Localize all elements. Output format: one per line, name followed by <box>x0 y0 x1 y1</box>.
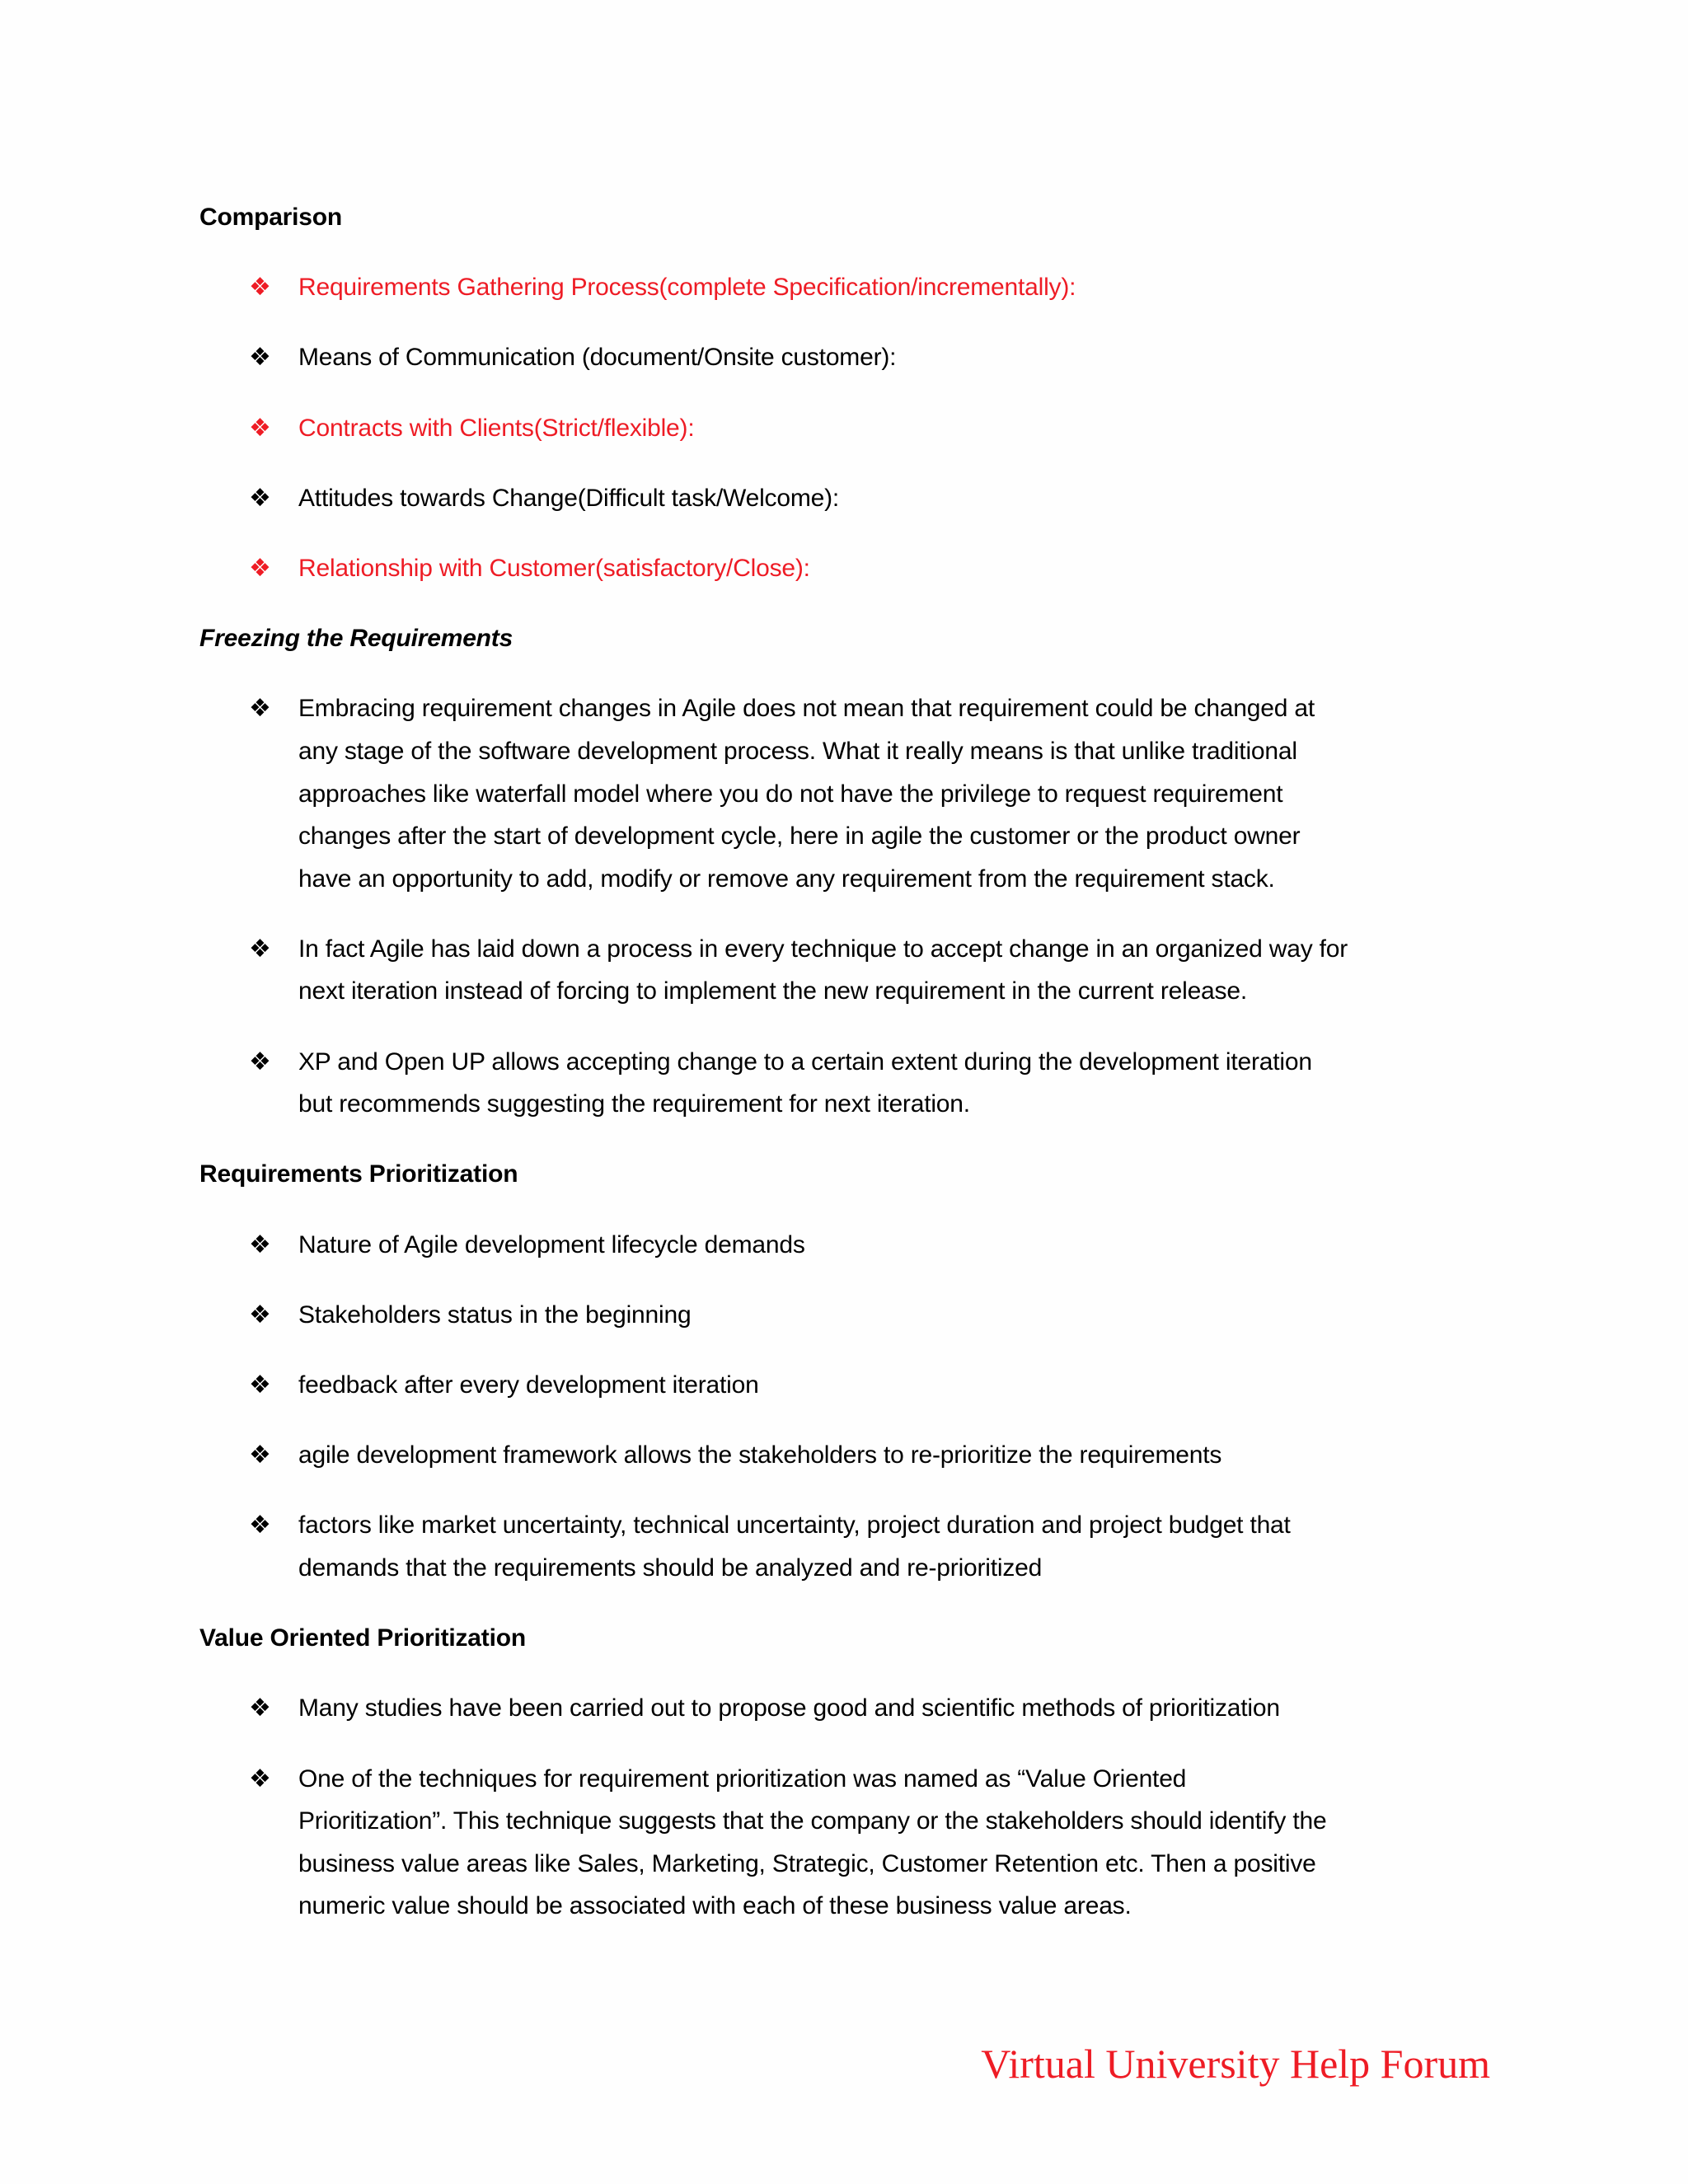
list-item-text-line: XP and Open UP allows accepting change to a certain extent during the development iteration <box>298 1047 1312 1076</box>
list-item-text-line: approaches like waterfall model where you do not have the privilege to request requirement <box>298 780 1283 808</box>
diamond-bullet-icon: ❖ <box>249 1371 271 1399</box>
list-item <box>199 547 1502 590</box>
list-item-text-line: demands that the requirements should be analyzed and re-prioritized <box>298 1554 1043 1582</box>
list-item <box>199 1294 1502 1337</box>
list-item-text-line: have an opportunity to add, modify or remove any requirement from the requirement stack. <box>298 865 1275 893</box>
list-item-text: Contracts with Clients(Strict/flexible): <box>298 414 695 442</box>
list-item <box>199 477 1502 520</box>
diamond-bullet-icon: ❖ <box>249 1230 271 1259</box>
diamond-bullet-icon: ❖ <box>249 934 271 963</box>
diamond-bullet-icon: ❖ <box>249 483 271 513</box>
diamond-bullet-icon: ❖ <box>249 1694 271 1723</box>
diamond-bullet-icon: ❖ <box>249 1441 271 1470</box>
list-item-text-line: but recommends suggesting the requirement for next iteration. <box>298 1090 970 1118</box>
section-heading-comparison: Comparison <box>199 204 343 231</box>
list-item-text-line: Stakeholders status in the beginning <box>298 1301 692 1329</box>
diamond-bullet-icon: ❖ <box>249 413 271 443</box>
list-item <box>199 1041 1502 1126</box>
list-item-text-line: Many studies have been carried out to propose good and scientific methods of prioritization <box>298 1694 1280 1722</box>
list-item <box>199 407 1502 450</box>
list-item-text-line: business value areas like Sales, Marketing, Strategic, Customer Retention etc. Then a positive <box>298 1849 1316 1877</box>
list-item-text-line: In fact Agile has laid down a process in every technique to accept change in an organized way for <box>298 935 1348 963</box>
diamond-bullet-icon: ❖ <box>249 1764 271 1793</box>
diamond-bullet-icon: ❖ <box>249 273 271 302</box>
document-body <box>199 196 1502 1956</box>
list-item-text-line: changes after the start of development cycle, here in agile the customer or the product owner <box>298 823 1301 851</box>
list-item <box>199 1504 1502 1589</box>
diamond-bullet-icon: ❖ <box>249 1300 271 1329</box>
list-item <box>199 336 1502 379</box>
diamond-bullet-icon: ❖ <box>249 1511 271 1540</box>
list-item-text-line: Nature of Agile development lifecycle demands <box>298 1230 805 1258</box>
list-item-text: Means of Communication (document/Onsite customer): <box>298 344 897 372</box>
comparison-list <box>199 266 1502 589</box>
list-item-text: Attitudes towards Change(Difficult task/Welcome): <box>298 484 840 512</box>
list-item-text-line: any stage of the software development process. What it really means is that unlike traditional <box>298 737 1297 765</box>
diamond-bullet-icon: ❖ <box>249 1047 271 1076</box>
list-item <box>199 687 1502 900</box>
diamond-bullet-icon: ❖ <box>249 694 271 724</box>
list-item <box>199 928 1502 1013</box>
list-item-text-line: Prioritization”. This technique suggests that the company or the stakeholders should identify the <box>298 1807 1327 1835</box>
list-item <box>199 1758 1502 1928</box>
list-item-text-line: numeric value should be associated with each of these business value areas. <box>298 1892 1132 1920</box>
list-item-text-line: feedback after every development iteration <box>298 1371 759 1399</box>
list-item-text: Requirements Gathering Process(complete Specification/incrementally): <box>298 274 1076 302</box>
list-item-text-line: One of the techniques for requirement prioritization was named as “Value Oriented <box>298 1765 1187 1793</box>
list-item <box>199 1434 1502 1477</box>
section-heading-freezing: Freezing the Requirements <box>199 625 513 653</box>
list-item <box>199 266 1502 309</box>
value-oriented-list <box>199 1687 1502 1928</box>
freezing-list <box>199 687 1502 1126</box>
list-item <box>199 1687 1502 1730</box>
list-item-text-line: Embracing requirement changes in Agile does not mean that requirement could be changed at <box>298 695 1315 723</box>
footer-watermark: Virtual University Help Forum <box>981 2041 1490 2087</box>
list-item <box>199 1364 1502 1407</box>
diamond-bullet-icon: ❖ <box>249 343 271 373</box>
list-item-text-line: next iteration instead of forcing to implement the new requirement in the current release. <box>298 977 1247 1005</box>
list-item <box>199 1224 1502 1267</box>
section-heading-value-oriented: Value Oriented Prioritization <box>199 1624 526 1652</box>
list-item-text-line: factors like market uncertainty, technical uncertainty, project duration and project budget that <box>298 1511 1291 1540</box>
diamond-bullet-icon: ❖ <box>249 553 271 583</box>
section-heading-prioritization: Requirements Prioritization <box>199 1160 518 1188</box>
prioritization-list <box>199 1224 1502 1590</box>
list-item-text: Relationship with Customer(satisfactory/Close): <box>298 554 810 582</box>
list-item-text-line: agile development framework allows the stakeholders to re-prioritize the requirements <box>298 1441 1222 1469</box>
